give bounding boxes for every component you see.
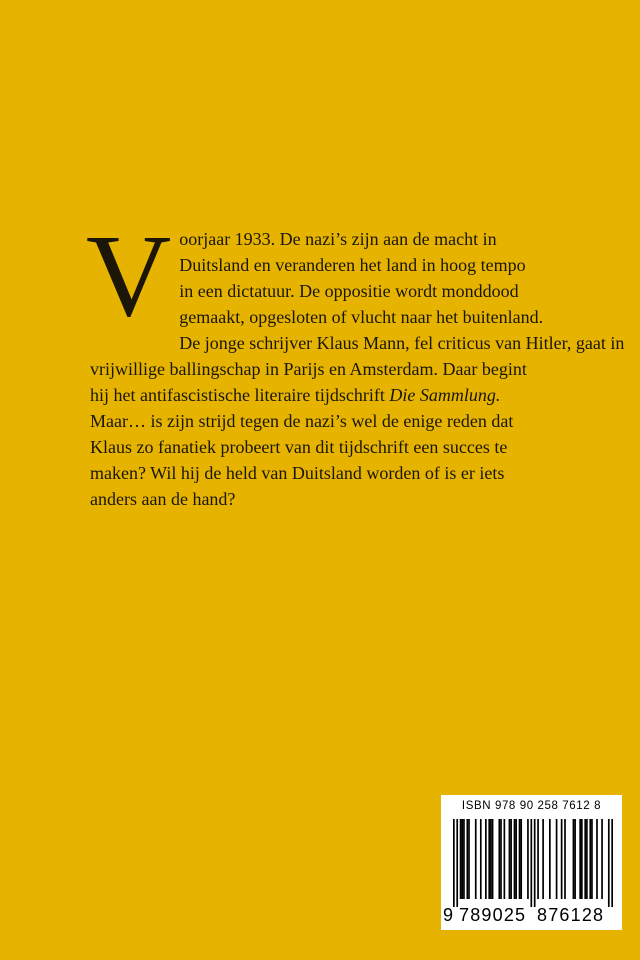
blurb-line-7-text: hij het antifascistische literaire tijdschrift bbox=[90, 385, 385, 405]
blurb-line-8: Maar… is zijn strijd tegen de nazi’s wel de enige reden dat bbox=[90, 411, 514, 431]
barcode-bar bbox=[561, 819, 563, 899]
barcode-bar bbox=[460, 819, 462, 899]
barcode-bar bbox=[589, 819, 591, 899]
barcode-bar bbox=[519, 819, 521, 899]
barcode-bar bbox=[534, 819, 536, 907]
blurb-line-6: vrijwillige ballingschap in Parijs en Amsterdam. Daar begint bbox=[90, 359, 527, 379]
blurb-line-2: Duitsland en veranderen het land in hoog tempo bbox=[179, 255, 526, 275]
blurb-line-10: maken? Wil hij de held van Duitsland worden of is er iets bbox=[90, 463, 505, 483]
barcode-digits-left: 789025 bbox=[459, 905, 527, 925]
barcode-digits-right: 876128 bbox=[537, 905, 605, 925]
barcode-bar bbox=[527, 819, 529, 899]
drop-cap-letter: V bbox=[86, 210, 172, 341]
barcode-bar bbox=[611, 819, 613, 907]
magazine-title: Die Sammlung. bbox=[389, 385, 501, 405]
barcode-bar bbox=[515, 819, 517, 899]
barcode-bar bbox=[490, 819, 492, 899]
barcode-bar bbox=[480, 819, 482, 899]
barcode-bar bbox=[466, 819, 468, 899]
barcode-bar bbox=[530, 819, 532, 907]
barcode-bar bbox=[608, 819, 610, 907]
barcode-bar bbox=[591, 819, 593, 899]
barcode-bar bbox=[492, 819, 494, 899]
barcode-bar bbox=[509, 819, 511, 899]
barcode-bar bbox=[520, 819, 522, 899]
isbn-barcode bbox=[441, 795, 622, 930]
barcode-bar bbox=[573, 819, 575, 899]
barcode-bar bbox=[596, 819, 598, 899]
barcode-bar bbox=[586, 819, 588, 899]
barcode-bar bbox=[542, 819, 544, 899]
barcode-bar bbox=[461, 819, 463, 899]
barcode-bar bbox=[549, 819, 551, 899]
barcode-bar bbox=[468, 819, 470, 899]
barcode-bar bbox=[579, 819, 581, 899]
blurb-line-3: in een dictatuur. De oppositie wordt monddood bbox=[179, 281, 519, 301]
barcode-bar bbox=[564, 819, 566, 899]
blurb-line-4: gemaakt, opgesloten of vlucht naar het buitenland. bbox=[179, 307, 544, 327]
barcode-bar bbox=[453, 819, 455, 907]
barcode-bar bbox=[500, 819, 502, 899]
blurb-line-7 bbox=[90, 382, 570, 408]
barcode-bar bbox=[463, 819, 465, 899]
barcode-bar bbox=[475, 819, 477, 899]
blurb-line-9: Klaus zo fanatiek probeert van dit tijdschrift een succes te bbox=[90, 437, 508, 457]
barcode-bars bbox=[453, 819, 613, 907]
barcode-bar bbox=[485, 819, 487, 899]
barcode-bar bbox=[488, 819, 490, 899]
barcode-bar bbox=[556, 819, 558, 899]
blurb-line-1: oorjaar 1933. De nazi’s zijn aan de macht in bbox=[179, 229, 497, 249]
barcode-bar bbox=[456, 819, 458, 907]
blurb-line-5: De jonge schrijver Klaus Mann, fel criticus van Hitler, gaat in bbox=[179, 333, 625, 353]
blurb-line-11: anders aan de hand? bbox=[90, 489, 236, 509]
barcode-digit-first: 9 bbox=[443, 905, 454, 925]
barcode-bar bbox=[514, 819, 516, 899]
back-cover-blurb bbox=[86, 210, 625, 512]
barcode-bar bbox=[498, 819, 500, 899]
barcode-bar bbox=[581, 819, 583, 899]
isbn-label: ISBN 978 90 258 7612 8 bbox=[461, 800, 602, 812]
barcode-bar bbox=[510, 819, 512, 899]
barcode-bar bbox=[504, 819, 506, 899]
barcode-bar bbox=[584, 819, 586, 899]
barcode-bar bbox=[574, 819, 576, 899]
barcode-bar bbox=[601, 819, 603, 899]
barcode-bar bbox=[537, 819, 539, 899]
